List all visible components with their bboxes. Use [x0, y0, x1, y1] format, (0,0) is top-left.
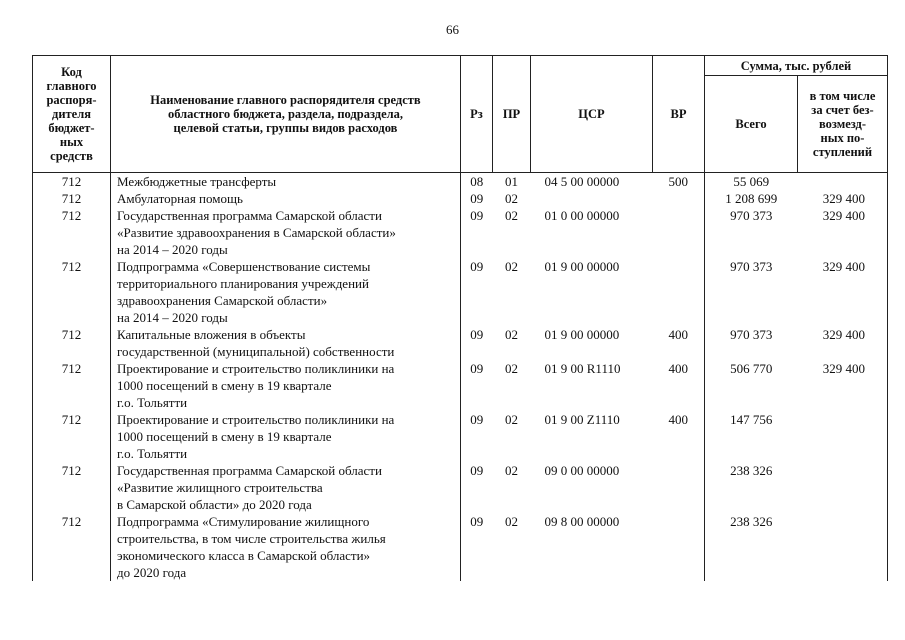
- header-kod-line: распоря-: [46, 93, 97, 107]
- cell-csr: 09 8 00 00000: [544, 514, 620, 529]
- cell-name-line: г.о. Тольятти: [117, 446, 188, 461]
- cell-vr: 500: [668, 174, 688, 189]
- cell-name: [111, 462, 461, 513]
- table-row: [33, 513, 888, 581]
- cell-kod: 712: [33, 462, 111, 513]
- cell-total: 970 373: [705, 207, 798, 258]
- cell-free: 329 400: [798, 326, 888, 360]
- header-free-line: ных по-: [820, 131, 865, 145]
- budget-table: [32, 55, 888, 581]
- cell-name-line: Подпрограмма «Стимулирование жилищного: [117, 514, 370, 529]
- cell-free: 329 400: [798, 190, 888, 207]
- cell-name: [111, 207, 461, 258]
- cell-name-line: на 2014 – 2020 годы: [117, 242, 228, 257]
- cell-pr: 02: [505, 463, 518, 478]
- cell-csr: 04 5 00 00000: [544, 174, 620, 189]
- header-total: Всего: [705, 76, 798, 173]
- header-kod-line: бюджет-: [48, 121, 95, 135]
- cell-name-line: г.о. Тольятти: [117, 395, 188, 410]
- cell-name-line: на 2014 – 2020 годы: [117, 310, 228, 325]
- cell-rz: 09: [470, 361, 484, 376]
- header-name: [111, 56, 461, 173]
- cell-kod: 712: [33, 411, 111, 462]
- cell-name-line: Межбюджетные трансферты: [117, 174, 277, 189]
- cell-name-line: строительства, в том числе строительства жилья: [117, 531, 386, 546]
- cell-vr: [653, 207, 705, 258]
- cell-name-line: территориального планирования учреждений: [117, 276, 369, 291]
- cell-total: 238 326: [705, 462, 798, 513]
- cell-csr: 01 9 00 R1110: [544, 361, 621, 376]
- cell-total: 1 208 699: [705, 190, 798, 207]
- cell-name-line: Капитальные вложения в объекты: [117, 327, 306, 342]
- header-kod: [33, 56, 111, 173]
- cell-vr: [653, 513, 705, 581]
- header-name-line: целевой статьи, группы видов расходов: [173, 121, 398, 135]
- cell-vr: 400: [668, 327, 688, 342]
- cell-name-line: Проектирование и строительство поликлиники на: [117, 412, 395, 427]
- header-kod-line: ных: [59, 135, 84, 149]
- header-kod-line: Код: [61, 65, 82, 79]
- cell-total: 147 756: [705, 411, 798, 462]
- cell-csr: 01 9 00 00000: [544, 259, 620, 274]
- cell-vr: 400: [668, 412, 688, 427]
- header-kod-line: дителя: [52, 107, 91, 121]
- table-row: [33, 411, 888, 462]
- cell-rz: 09: [470, 259, 484, 274]
- cell-name: [111, 326, 461, 360]
- header-pr: ПР: [493, 56, 531, 173]
- cell-vr: [653, 462, 705, 513]
- cell-name-line: Государственная программа Самарской области: [117, 208, 382, 223]
- cell-total: 970 373: [705, 326, 798, 360]
- cell-kod: 712: [33, 258, 111, 326]
- cell-rz: 09: [470, 208, 484, 223]
- table-row: [33, 173, 888, 191]
- header-free-line: ступлений: [812, 145, 873, 159]
- table-row: [33, 190, 888, 207]
- cell-total: 55 069: [705, 173, 798, 191]
- cell-kod: 712: [33, 190, 111, 207]
- header-free-line: возмезд-: [818, 117, 867, 131]
- header-free-line: за счет без-: [811, 103, 874, 117]
- header-free: [798, 76, 888, 173]
- cell-rz: 08: [470, 174, 484, 189]
- table-body: [33, 173, 888, 582]
- table-header: [33, 56, 888, 173]
- cell-name-line: до 2020 года: [117, 565, 187, 580]
- header-sum: Сумма, тыс. рублей: [705, 56, 888, 76]
- cell-kod: 712: [33, 173, 111, 191]
- table-row: [33, 462, 888, 513]
- cell-csr: 09 0 00 00000: [544, 463, 620, 478]
- header-kod-line: средств: [50, 149, 93, 163]
- cell-pr: 01: [505, 174, 518, 189]
- table-row: [33, 258, 888, 326]
- cell-vr: [653, 258, 705, 326]
- cell-name-line: 1000 посещений в смену в 19 квартале: [117, 429, 332, 444]
- cell-free: [798, 513, 888, 581]
- header-name-line: Наименование главного распорядителя средств: [150, 93, 421, 107]
- cell-csr: 01 9 00 Z1110: [544, 412, 620, 427]
- cell-rz: 09: [470, 514, 484, 529]
- cell-rz: 09: [470, 191, 484, 206]
- cell-free: [798, 411, 888, 462]
- cell-pr: 02: [505, 361, 518, 376]
- cell-csr: 01 9 00 00000: [544, 327, 620, 342]
- table-row: [33, 360, 888, 411]
- cell-name: [111, 190, 461, 207]
- cell-free: [798, 462, 888, 513]
- cell-name: [111, 173, 461, 191]
- header-kod-line: главного: [46, 79, 97, 93]
- cell-total: 970 373: [705, 258, 798, 326]
- cell-kod: 712: [33, 326, 111, 360]
- cell-name-line: Проектирование и строительство поликлиники на: [117, 361, 395, 376]
- cell-kod: 712: [33, 360, 111, 411]
- cell-pr: 02: [505, 327, 518, 342]
- cell-rz: 09: [470, 327, 484, 342]
- cell-vr: 400: [668, 361, 688, 376]
- cell-vr: [653, 190, 705, 207]
- header-vr: ВР: [653, 56, 705, 173]
- table-row: [33, 326, 888, 360]
- cell-free: 329 400: [798, 360, 888, 411]
- header-name-line: областного бюджета, раздела, подраздела,: [167, 107, 404, 121]
- cell-name-line: в Самарской области» до 2020 года: [117, 497, 312, 512]
- cell-name-line: Амбулаторная помощь: [117, 191, 243, 206]
- cell-total: 506 770: [705, 360, 798, 411]
- cell-name-line: государственной (муниципальной) собственности: [117, 344, 395, 359]
- cell-name: [111, 258, 461, 326]
- cell-name-line: «Развитие жилищного строительства: [117, 480, 323, 495]
- cell-pr: 02: [505, 412, 518, 427]
- header-csr: ЦСР: [531, 56, 653, 173]
- cell-csr: 01 0 00 00000: [544, 208, 620, 223]
- cell-pr: 02: [505, 208, 518, 223]
- header-rz: Рз: [461, 56, 493, 173]
- cell-csr: [531, 190, 653, 207]
- cell-name-line: «Развитие здравоохранения в Самарской области»: [117, 225, 396, 240]
- cell-pr: 02: [505, 259, 518, 274]
- cell-name-line: Государственная программа Самарской области: [117, 463, 382, 478]
- table-row: [33, 207, 888, 258]
- cell-free: [798, 173, 888, 191]
- page-number: 66: [446, 22, 459, 37]
- cell-name: [111, 360, 461, 411]
- cell-kod: 712: [33, 207, 111, 258]
- cell-pr: 02: [505, 191, 518, 206]
- cell-kod: 712: [33, 513, 111, 581]
- cell-total: 238 326: [705, 513, 798, 581]
- cell-name-line: 1000 посещений в смену в 19 квартале: [117, 378, 332, 393]
- header-free-line: в том числе: [809, 89, 876, 103]
- cell-rz: 09: [470, 463, 484, 478]
- cell-name: [111, 411, 461, 462]
- cell-name-line: здравоохранения Самарской области»: [117, 293, 328, 308]
- cell-rz: 09: [470, 412, 484, 427]
- cell-free: 329 400: [798, 207, 888, 258]
- cell-pr: 02: [505, 514, 518, 529]
- cell-name-line: экономического класса в Самарской области»: [117, 548, 371, 563]
- cell-name: [111, 513, 461, 581]
- cell-name-line: Подпрограмма «Совершенствование системы: [117, 259, 371, 274]
- cell-free: 329 400: [798, 258, 888, 326]
